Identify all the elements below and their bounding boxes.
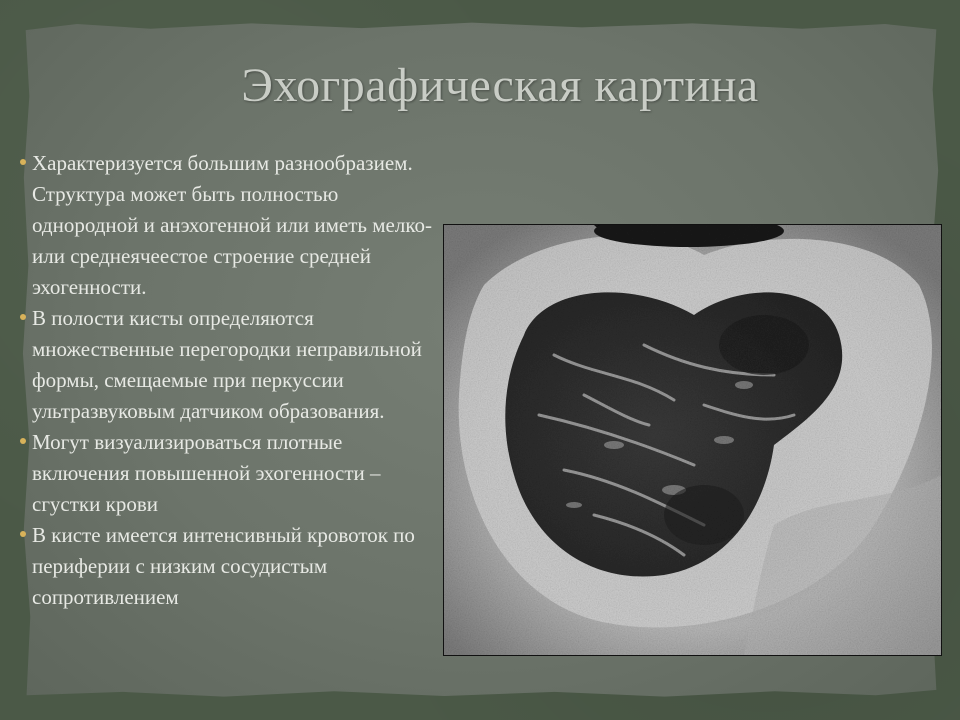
bullet-dot-icon: [20, 314, 26, 320]
bullet-text: В полости кисты определяются множественные перегородки неправильной формы, смещаемые при перкуссии ультразвуковым датчиком образования.: [32, 306, 422, 423]
bullet-dot-icon: [20, 159, 26, 165]
ultrasound-image: [443, 224, 942, 656]
bullet-dot-icon: [20, 438, 26, 444]
bullet-text: Могут визуализироваться плотные включения повышенной эхогенности – сгустки крови: [32, 430, 381, 516]
bullet-item: [20, 520, 440, 613]
bullet-list: [20, 148, 440, 613]
bullet-item: [20, 148, 440, 303]
slide-title: Эхографическая картина: [241, 59, 759, 112]
bullet-text: В кисте имеется интенсивный кровоток по периферии с низким сосудистым сопротивлением: [32, 523, 415, 609]
bullet-dot-icon: [20, 531, 26, 537]
bullet-item: [20, 427, 440, 520]
bullet-item: [20, 303, 440, 427]
ultrasound-scan-graphic: [444, 225, 941, 655]
bullet-text: Характеризуется большим разнообразием. Структура может быть полностью однородной и анэхогенной или иметь мелко- или среднеячеестое строение средней эхогенности.: [32, 151, 432, 299]
